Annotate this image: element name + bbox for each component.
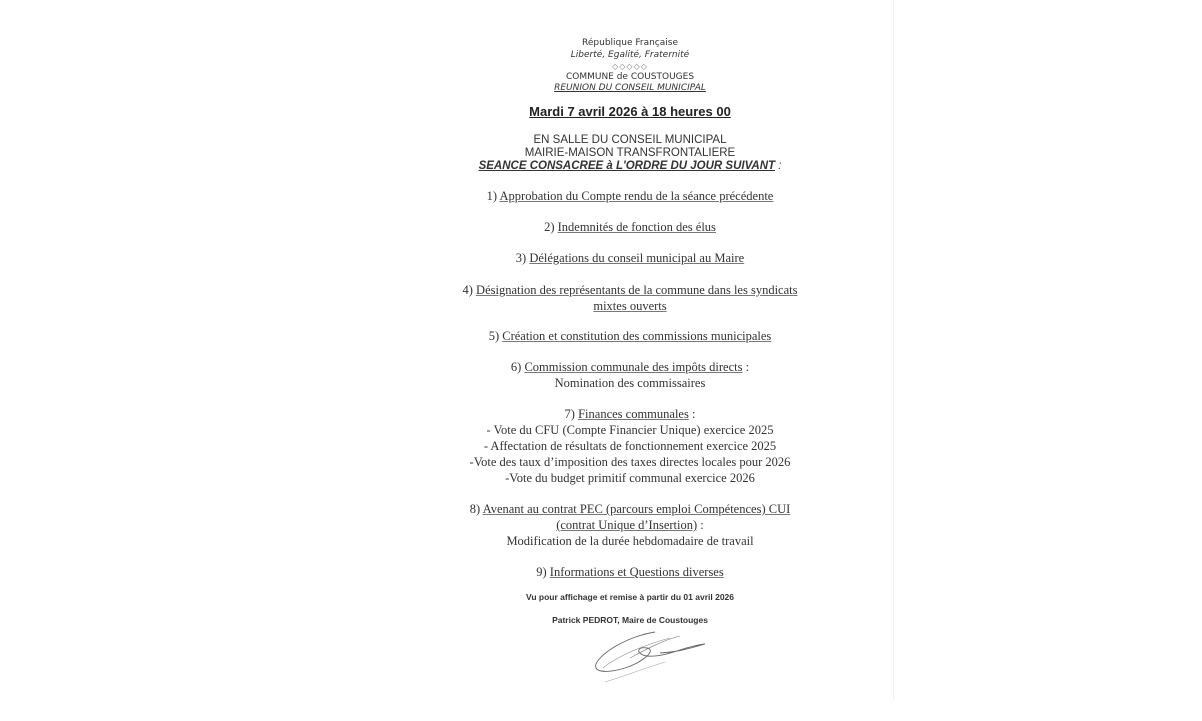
item-number: 4) [462, 283, 477, 297]
signature-icon [585, 628, 715, 684]
agenda-item-2 [400, 219, 860, 235]
agenda-title-text: SEANCE CONSACREE à L'ORDRE DU JOUR SUIVANT [478, 160, 776, 172]
item-number: 2) [544, 220, 558, 234]
item-number: 9) [536, 565, 550, 579]
item-title: Délégations du conseil municipal au Maire [529, 251, 745, 265]
item-number: 5) [488, 329, 503, 343]
agenda-item-8 [400, 501, 860, 549]
item-subline: - Affectation de résultats de fonctionnement exercice 2025 [483, 439, 777, 453]
item-title: Indemnités de fonction des élus [557, 220, 716, 234]
item-number: 6) [510, 360, 525, 374]
agenda-title-colon: : [775, 160, 782, 172]
item-number: 8) [469, 502, 483, 516]
item-title: Avenant au contrat PEC (parcours emploi Compétences) CUI [482, 502, 791, 516]
agenda-title [400, 160, 860, 173]
agenda-item-1 [400, 188, 860, 204]
item-subline: - Vote du CFU (Compte Financier Unique) exercice 2025 [486, 423, 774, 437]
item-title-continued: (contrat Unique d’Insertion) [556, 518, 698, 532]
mayor-signatory: Patrick PEDROT, Maire de Coustouges [552, 615, 708, 625]
meeting-date: Mardi 7 avril 2026 à 18 heures 00 [529, 104, 731, 119]
agenda-item-4 [400, 282, 860, 314]
posting-notice: Vu pour affichage et remise à partir du 01 avril 2026 [525, 592, 735, 602]
item-colon: : [697, 518, 704, 532]
agenda-item-3 [400, 250, 860, 266]
item-subline: Nomination des commissaires [554, 376, 706, 390]
item-subline: -Vote du budget primitif communal exercice 2026 [505, 471, 755, 485]
meeting-notice-document [400, 0, 860, 721]
item-title: Désignation des représentants de la commune dans les syndicats [476, 283, 798, 297]
item-number: 7) [564, 407, 579, 421]
item-colon: : [742, 360, 750, 374]
ornament-diamonds-icon: ◇◇◇◇◇ [612, 62, 648, 71]
item-title: Informations et Questions diverses [549, 565, 724, 579]
agenda-item-7 [400, 406, 860, 486]
meeting-type: REUNION DU CONSEIL MUNICIPAL [554, 83, 706, 93]
national-motto: Liberté, Egalité, Fraternité [570, 50, 690, 60]
location-line-1: EN SALLE DU CONSEIL MUNICIPAL [533, 134, 727, 146]
item-title-continued: mixtes ouverts [593, 299, 667, 313]
agenda-item-5 [400, 328, 860, 344]
agenda-item-6 [400, 359, 860, 391]
page-edge-divider [893, 0, 894, 700]
agenda-item-9 [400, 564, 860, 580]
item-title: Finances communales [578, 407, 689, 421]
item-title: Approbation du Compte rendu de la séance précédente [499, 189, 774, 203]
item-title: Création et constitution des commissions municipales [502, 329, 772, 343]
republic-heading: République Française [582, 38, 678, 48]
item-subline: Modification de la durée hebdomadaire de travail [506, 534, 754, 548]
item-subline: -Vote des taux d’imposition des taxes directes locales pour 2026 [469, 455, 791, 469]
item-number: 3) [515, 251, 530, 265]
item-title: Commission communale des impôts directs [524, 360, 743, 374]
item-number: 1) [486, 189, 500, 203]
item-colon: : [688, 407, 696, 421]
location-line-2: MAIRIE-MAISON TRANSFRONTALIERE [524, 147, 736, 159]
commune-name: COMMUNE de COUSTOUGES [565, 72, 695, 82]
